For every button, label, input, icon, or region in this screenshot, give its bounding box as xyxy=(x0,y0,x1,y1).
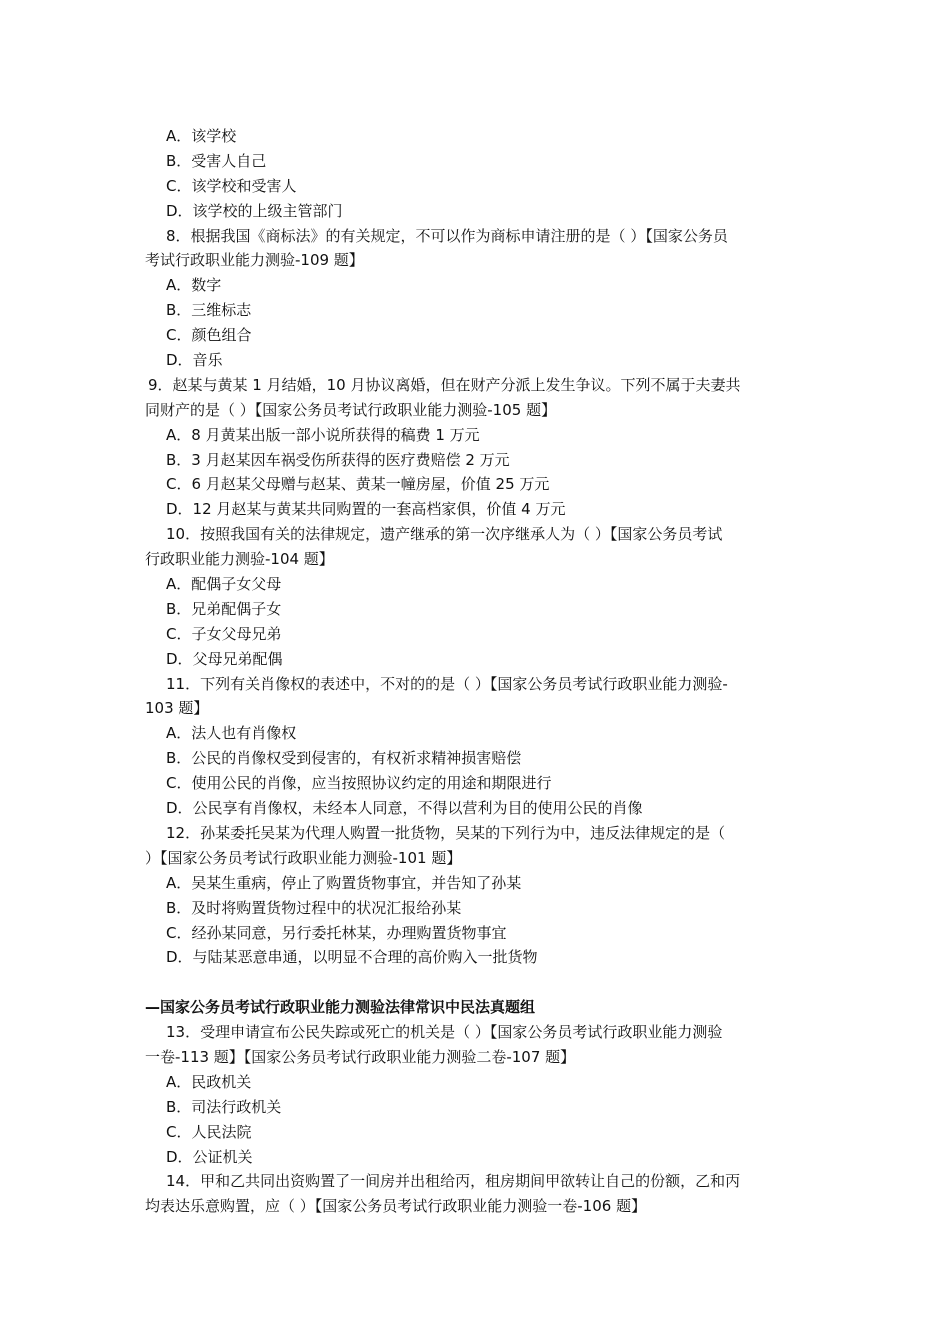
option-line: C．人民法院 xyxy=(166,1122,252,1141)
option-line: C．6 月赵某父母赠与赵某、黄某一幢房屋，价值 25 万元 xyxy=(166,475,550,494)
document-body xyxy=(145,124,810,1219)
option-line: D．该学校的上级主管部门 xyxy=(166,201,343,220)
question-12-text: 12．孙某委托吴某为代理人购置一批货物，吴某的下列行为中，违反法律规定的是（ xyxy=(166,823,726,842)
option-line: D．与陆某恶意串通，以明显不合理的高价购入一批货物 xyxy=(166,948,538,967)
option-line: D．公民享有肖像权，未经本人同意，不得以营利为目的使用公民的肖像 xyxy=(166,799,643,818)
option-line: B．兄弟配偶子女 xyxy=(166,599,282,618)
question-10-text-cont: 行政职业能力测验-104 题】 xyxy=(145,550,334,569)
option-line: D．12 月赵某与黄某共同购置的一套高档家俱，价值 4 万元 xyxy=(166,500,566,519)
option-line: C．使用公民的肖像，应当按照协议约定的用途和期限进行 xyxy=(166,774,552,793)
option-line: A．吴某生重病，停止了购置货物事宜，并告知了孙某 xyxy=(166,873,522,892)
question-10-text: 10．按照我国有关的法律规定，遗产继承的第一次序继承人为（ ）【国家公务员考试 xyxy=(166,525,723,544)
question-9-text: 9．赵某与黄某 1 月结婚，10 月协议离婚，但在财产分派上发生争议。下列不属于夫妻共 xyxy=(148,375,741,394)
option-line: A．数字 xyxy=(166,276,222,295)
question-11-text: 11．下列有关肖像权的表述中，不对的的是（ ）【国家公务员考试行政职业能力测验- xyxy=(166,674,728,693)
section-heading: —国家公务员考试行政职业能力测验法律常识中民法真题组 xyxy=(145,998,536,1017)
option-line: B．司法行政机关 xyxy=(166,1097,282,1116)
option-line: D．公证机关 xyxy=(166,1147,253,1166)
spacer xyxy=(145,970,810,995)
option-line: B．三维标志 xyxy=(166,301,252,320)
question-9-text-cont: 同财产的是（ ）【国家公务员考试行政职业能力测验-105 题】 xyxy=(145,400,557,419)
option-line: C．经孙某同意，另行委托林某，办理购置货物事宜 xyxy=(166,923,507,942)
question-11-text-cont: 103 题】 xyxy=(145,699,209,718)
question-13-text: 13．受理申请宣布公民失踪或死亡的机关是（ ）【国家公务员考试行政职业能力测验 xyxy=(166,1023,723,1042)
question-8-text-cont: 考试行政职业能力测验-109 题】 xyxy=(145,251,364,270)
option-line: D．音乐 xyxy=(166,351,223,370)
option-line: C．该学校和受害人 xyxy=(166,176,297,195)
option-line: A．该学校 xyxy=(166,127,237,145)
option-line: A．8 月黄某出版一部小说所获得的稿费 1 万元 xyxy=(166,425,480,444)
question-12-text-cont: ）【国家公务员考试行政职业能力测验-101 题】 xyxy=(145,848,462,867)
option-line: B．及时将购置货物过程中的状况汇报给孙某 xyxy=(166,898,462,917)
option-line: C．子女父母兄弟 xyxy=(166,624,282,643)
option-line: A．法人也有肖像权 xyxy=(166,724,297,743)
question-14-text-cont: 均表达乐意购置，应（ ）【国家公务员考试行政职业能力测验一卷-106 题】 xyxy=(145,1197,647,1216)
question-14-text: 14．甲和乙共同出资购置了一间房并出租给丙，租房期间甲欲转让自己的份额，乙和丙 xyxy=(166,1172,741,1191)
option-line: A．配偶子女父母 xyxy=(166,575,282,594)
option-line: B．受害人自己 xyxy=(166,151,267,170)
question-8-text: 8．根据我国《商标法》的有关规定，不可以作为商标申请注册的是（ ）【国家公务员 xyxy=(166,226,728,245)
option-line: B．3 月赵某因车祸受伤所获得的医疗费赔偿 2 万元 xyxy=(166,450,510,469)
option-line: B．公民的肖像权受到侵害的，有权祈求精神损害赔偿 xyxy=(166,749,522,768)
question-13-text-cont: 一卷-113 题】【国家公务员考试行政职业能力测验二卷-107 题】 xyxy=(145,1047,576,1066)
option-line: D．父母兄弟配偶 xyxy=(166,649,283,668)
option-line: C．颜色组合 xyxy=(166,326,252,345)
option-line: A．民政机关 xyxy=(166,1072,252,1091)
